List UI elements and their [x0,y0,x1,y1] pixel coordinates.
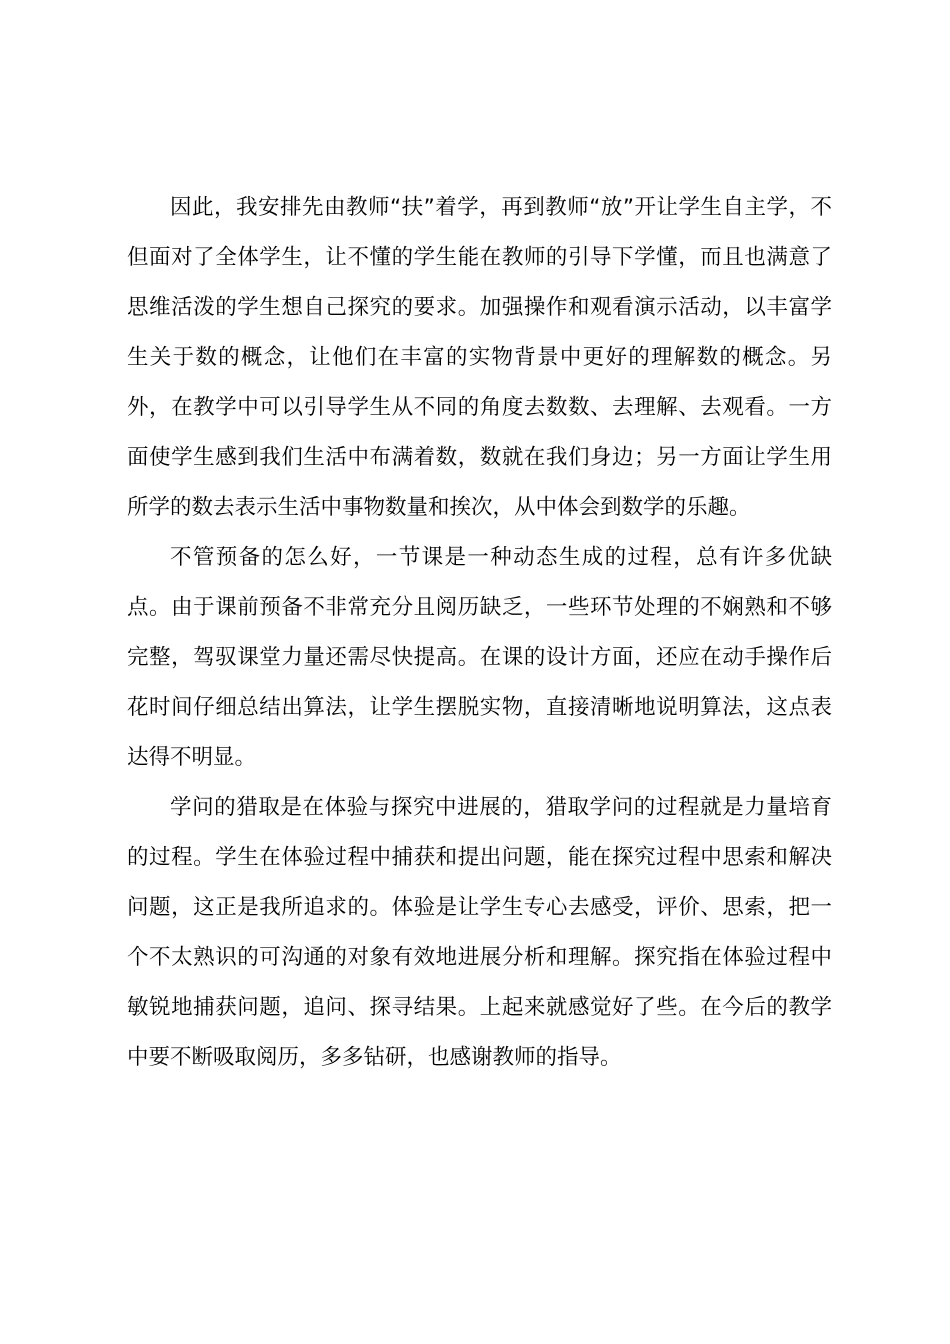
document-body [127,183,832,1083]
paragraph-3: 学问的猎取是在体验与探究中进展的，猎取学问的过程就是力量培育的过程。学生在体验过程中捕获和提出问题，能在探究过程中思索和解决问题，这正是我所追求的。体验是让学生专心去感受，评价、思索，把一个不太熟识的可沟通的对象有效地进展分析和理解。探究指在体验过程中敏锐地捕获问题，追问、探寻结果。上起来就感觉好了些。在今后的教学中要不断吸取阅历，多多钻研，也感谢教师的指导。 [127,795,832,1070]
paragraph-1: 因此，我安排先由教师“扶”着学，再到教师“放”开让学生自主学，不但面对了全体学生，让不懂的学生能在教师的引导下学懂，而且也满意了思维活泼的学生想自己探究的要求。加强操作和观看演示活动，以丰富学生关于数的概念，让他们在丰富的实物背景中更好的理解数的概念。另外，在教学中可以引导学生从不同的角度去数数、去理解、去观看。一方面使学生感到我们生活中布满着数，数就在我们身边；另一方面让学生用所学的数去表示生活中事物数量和挨次，从中体会到数学的乐趣。 [127,195,832,520]
paragraph-2: 不管预备的怎么好，一节课是一种动态生成的过程，总有许多优缺点。由于课前预备不非常充分且阅历缺乏，一些环节处理的不娴熟和不够完整，驾驭课堂力量还需尽快提高。在课的设计方面，还应在动手操作后花时间仔细总结出算法，让学生摆脱实物，直接清晰地说明算法，这点表达得不明显。 [127,545,832,770]
